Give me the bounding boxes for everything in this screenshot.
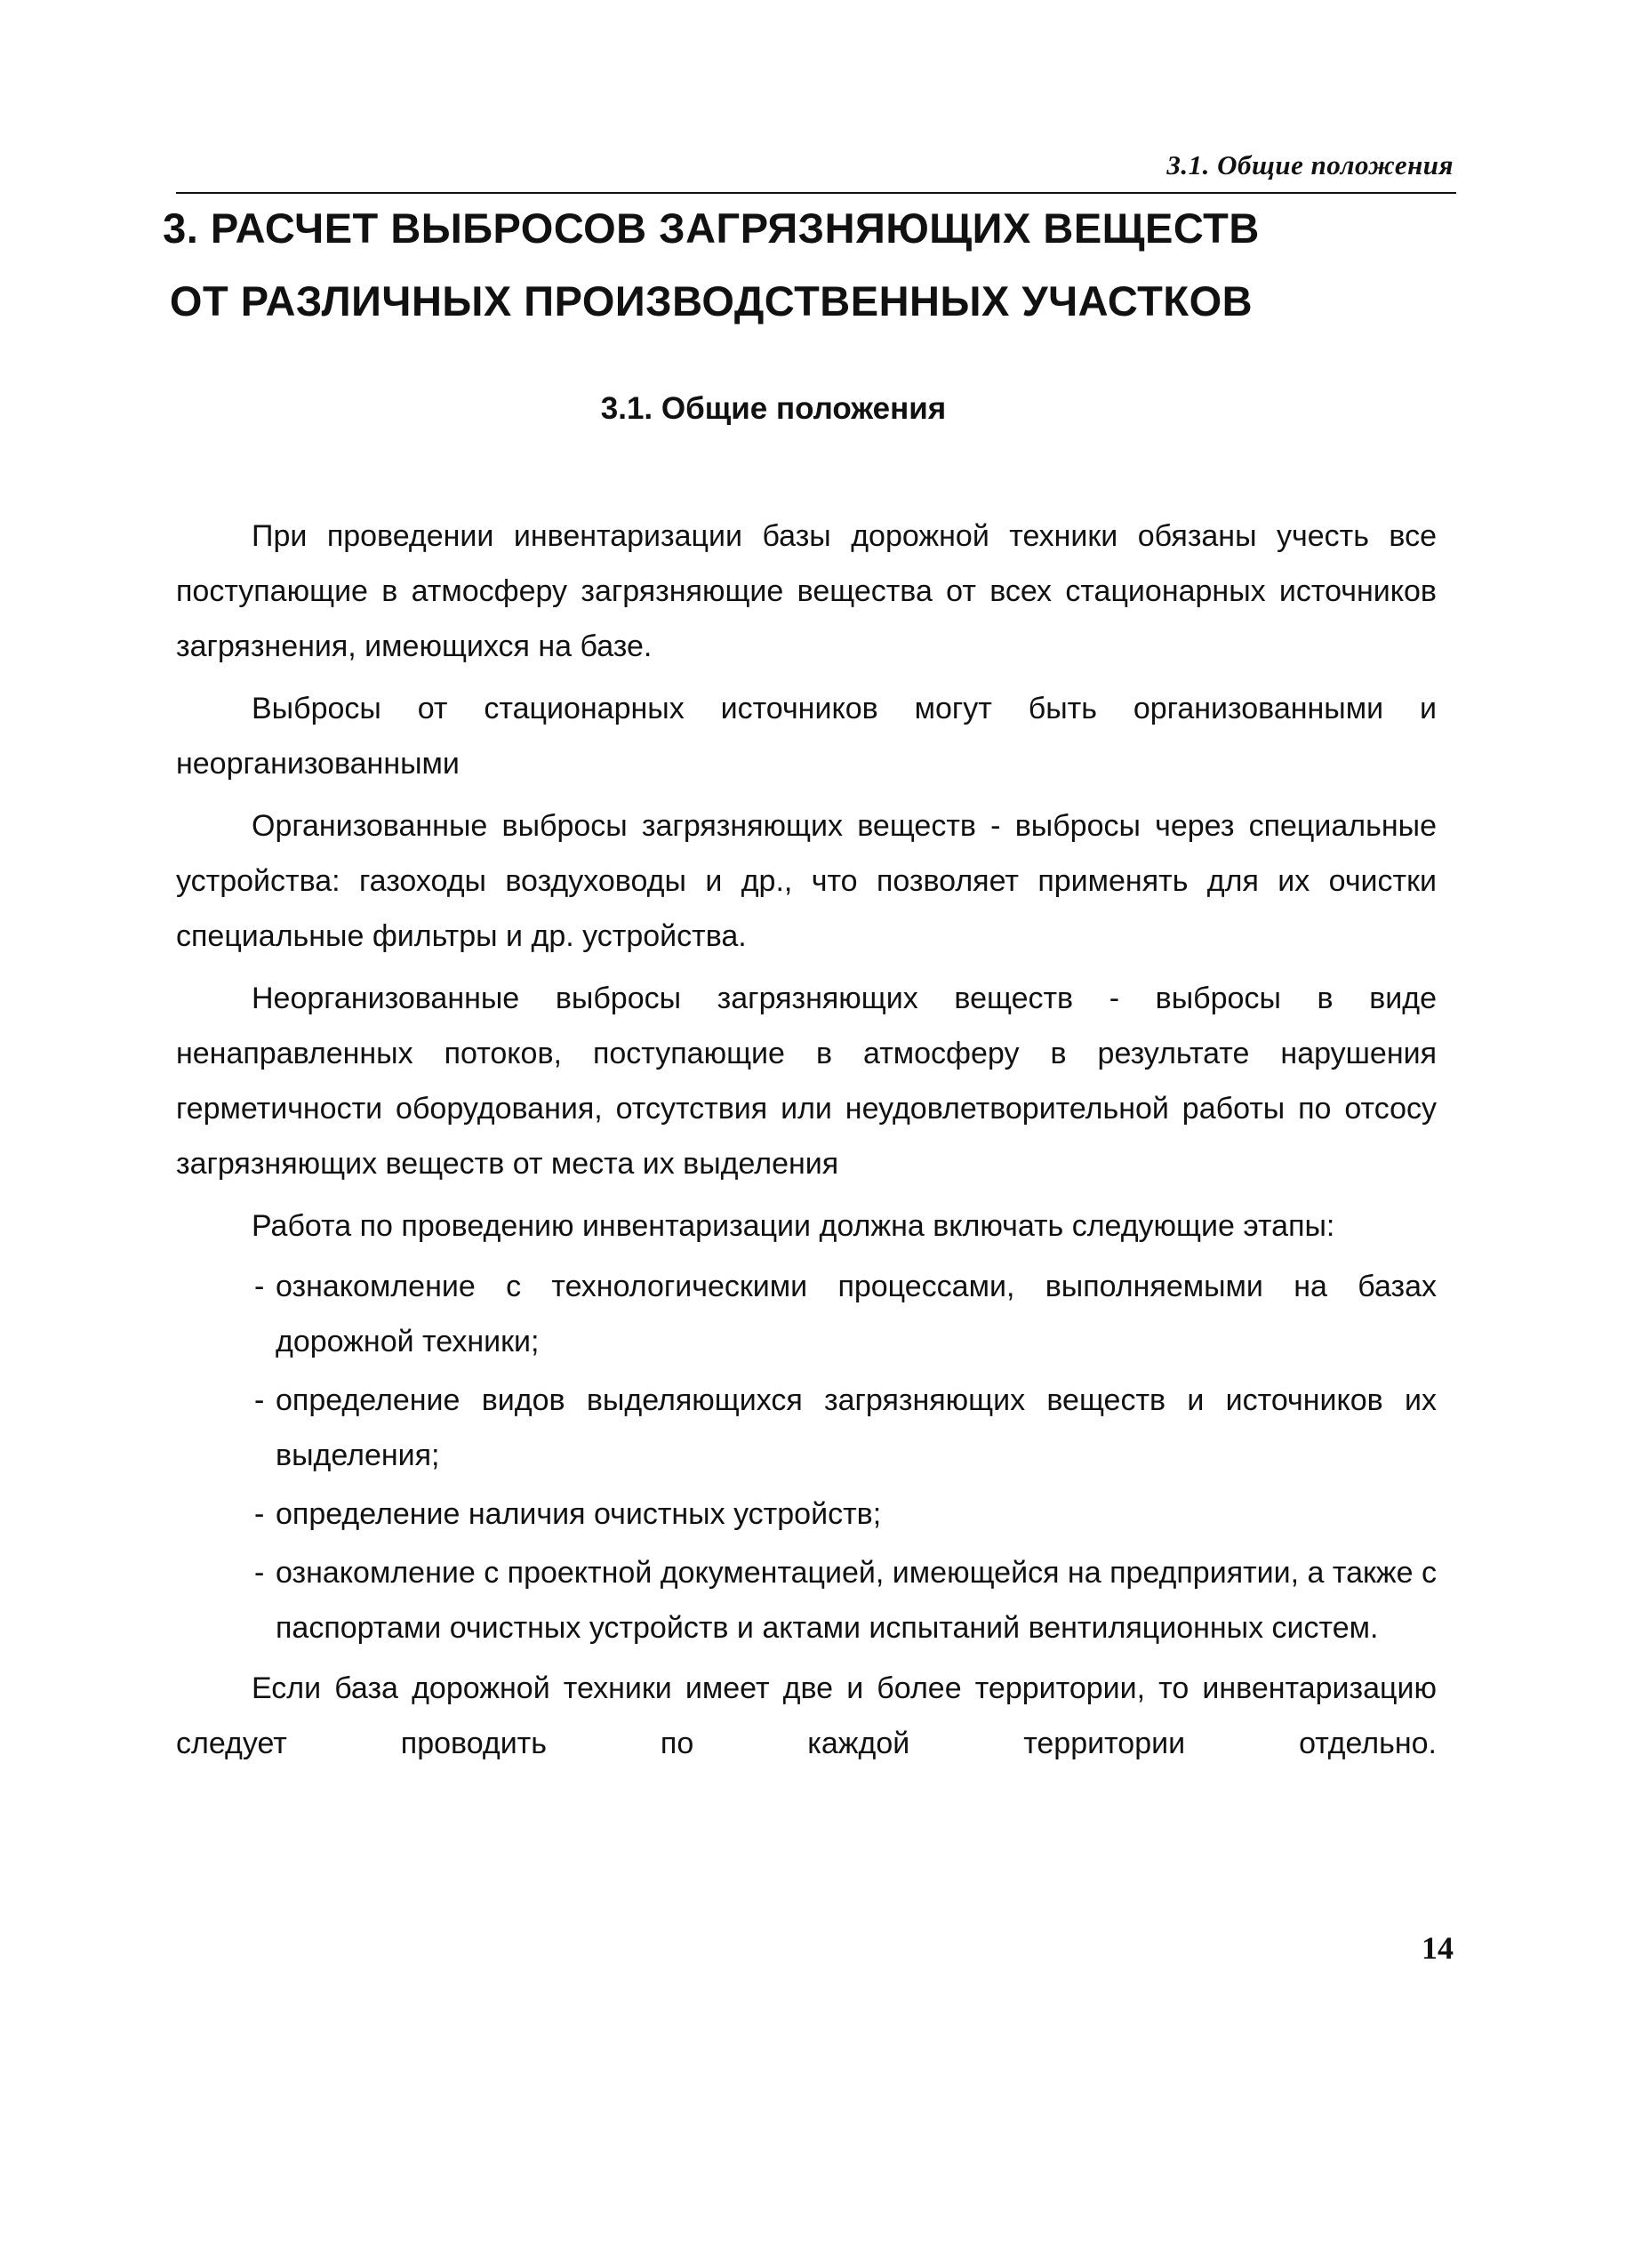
running-header: 3.1. Общие положения [1166,149,1454,180]
list-dash: - [254,1383,265,1417]
section-title: 3.1. Общие положения [600,391,947,426]
list-item-text: определение наличия очистных устройств; [276,1497,882,1531]
list-dash: - [254,1270,265,1303]
page-number: 14 [1422,1930,1454,1966]
paragraph-emission-types: Выбросы от стационарных источников могут быть организованными и неорганизованными [176,692,1437,781]
chapter-title-line-2: ОТ РАЗЛИЧНЫХ ПРОИЗВОДСТВЕННЫХ УЧАСТКОВ [169,277,1254,325]
paragraph-organized-emissions: Организованные выбросы загрязняющих веществ - выбросы через специальные устройства: газоходы воздуховоды и др., что позволяет применять для их очистки специальные фильтры и др. устройства. [176,809,1437,953]
list-item-text: определение видов выделяющихся загрязняющих веществ и источников их выделения; [276,1383,1437,1472]
list-dash: - [254,1556,265,1590]
list-item [176,1545,1437,1655]
list-dash: - [254,1497,265,1531]
list-item [176,1487,1437,1542]
chapter-title-line-1: 3. РАСЧЕТ ВЫБРОСОВ ЗАГРЯЗНЯЮЩИХ ВЕЩЕСТВ [163,204,1260,252]
chapter-title [160,197,1476,333]
list-item-text: ознакомление с технологическими процессами, выполняемыми на базах дорожной техники; [276,1270,1437,1358]
paragraph-inventory-scope: При проведении инвентаризации базы дорожной техники обязаны учесть все поступающие в атмосферу загрязняющие вещества от всех стационарных источников загрязнения, имеющихся на базе. [176,519,1437,663]
list-item [176,1259,1437,1369]
paragraph-inventory-stages: Работа по проведению инвентаризации должна включать следующие этапы: [252,1209,1335,1243]
paragraph-multiple-territories: Если база дорожной техники имеет две и более территории, то инвентаризацию следует проводить по каждой территории отдельно. [176,1671,1437,1760]
paragraph-unorganized-emissions: Неорганизованные выбросы загрязняющих веществ - выбросы в виде ненаправленных потоков, поступающие в атмосферу в результате нарушения герметичности оборудования, отсутствия или неудовлетворительной работы по отсосу загрязняющих веществ от места их выделения [176,982,1437,1181]
header-rule [176,192,1456,194]
list-item-text: ознакомление с проектной документацией, имеющейся на предприятии, а также с паспортами очистных устройств и актами испытаний вентиляционных систем. [276,1556,1437,1645]
body-text [176,509,1437,1778]
list-item [176,1373,1437,1483]
inventory-stages-list [176,1259,1437,1655]
